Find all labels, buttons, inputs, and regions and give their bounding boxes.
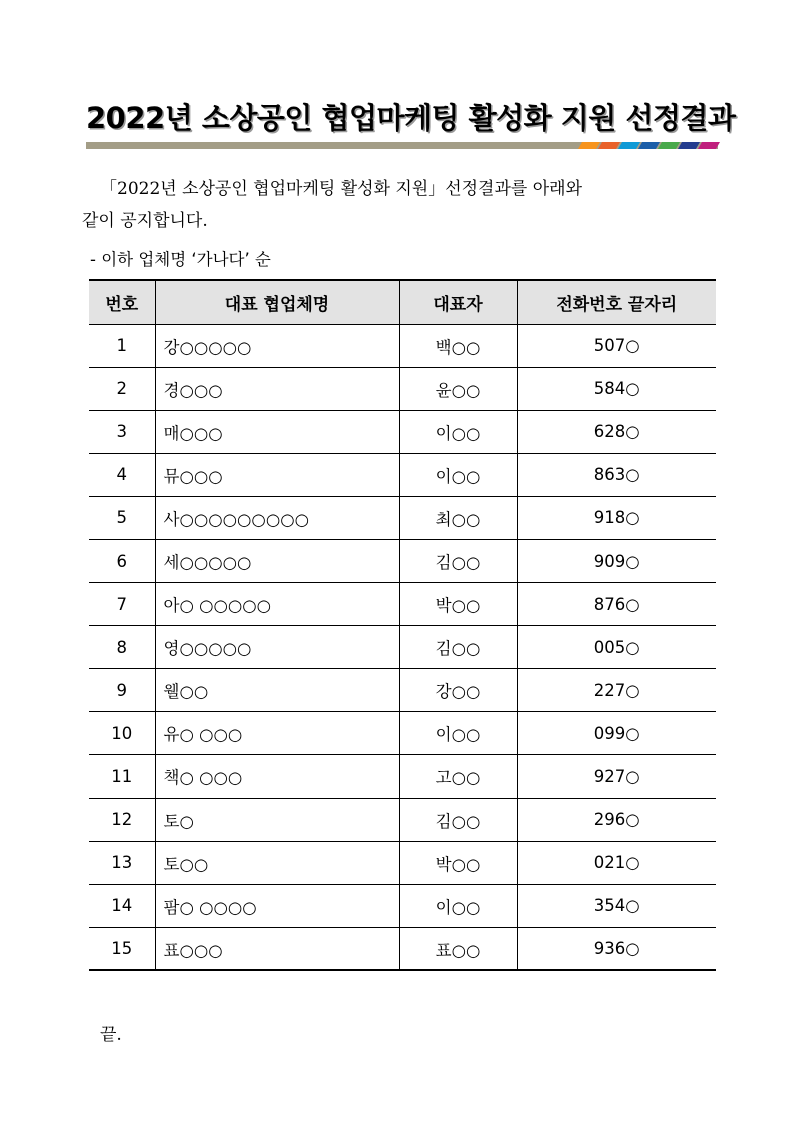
- cell-representative: 이○○: [399, 884, 517, 927]
- cell-number: 14: [89, 884, 155, 927]
- header-representative: 대표자: [399, 280, 517, 324]
- cell-company: 웰○○: [155, 669, 399, 712]
- table-row: [89, 453, 716, 496]
- cell-number: 3: [89, 410, 155, 453]
- table-row: [89, 927, 716, 970]
- table-header-row: [89, 280, 716, 324]
- cell-number: 15: [89, 927, 155, 970]
- cell-phone-suffix: 021○: [517, 841, 716, 884]
- selection-results-table: [89, 279, 716, 971]
- title-underline: [86, 142, 718, 149]
- cell-phone-suffix: 936○: [517, 927, 716, 970]
- cell-company: 매○○○: [155, 410, 399, 453]
- accent-stripe: [698, 142, 720, 149]
- table-row: [89, 410, 716, 453]
- accent-stripe: [678, 142, 700, 149]
- page-title: 2022년 소상공인 협업마케팅 활성화 지원 선정결과: [86, 101, 736, 135]
- cell-number: 2: [89, 367, 155, 410]
- cell-number: 9: [89, 669, 155, 712]
- cell-number: 1: [89, 324, 155, 367]
- header-number: 번호: [89, 280, 155, 324]
- cell-company: 강○○○○○: [155, 324, 399, 367]
- sort-note: - 이하 업체명 ‘가나다’ 순: [90, 250, 271, 269]
- header-company: 대표 협업체명: [155, 280, 399, 324]
- accent-stripe: [598, 142, 620, 149]
- header-phone-suffix: 전화번호 끝자리: [517, 280, 716, 324]
- end-mark: 끝.: [100, 1025, 122, 1045]
- intro-line-1: 「2022년 소상공인 협업마케팅 활성화 지원」선정결과를 아래와: [100, 179, 582, 199]
- cell-representative: 이○○: [399, 712, 517, 755]
- cell-company: 아○ ○○○○○: [155, 583, 399, 626]
- cell-phone-suffix: 909○: [517, 539, 716, 582]
- cell-company: 뮤○○○: [155, 453, 399, 496]
- cell-company: 경○○○: [155, 367, 399, 410]
- cell-company: 팜○ ○○○○: [155, 884, 399, 927]
- cell-representative: 표○○: [399, 927, 517, 970]
- cell-representative: 강○○: [399, 669, 517, 712]
- cell-phone-suffix: 227○: [517, 669, 716, 712]
- cell-number: 5: [89, 496, 155, 539]
- accent-stripe: [618, 142, 640, 149]
- cell-company: 유○ ○○○: [155, 712, 399, 755]
- table-row: [89, 367, 716, 410]
- cell-representative: 박○○: [399, 583, 517, 626]
- cell-representative: 이○○: [399, 410, 517, 453]
- cell-representative: 김○○: [399, 626, 517, 669]
- table-row: [89, 669, 716, 712]
- cell-number: 13: [89, 841, 155, 884]
- table-row: [89, 884, 716, 927]
- table-row: [89, 712, 716, 755]
- accent-stripes: [578, 142, 718, 149]
- cell-phone-suffix: 876○: [517, 583, 716, 626]
- cell-company: 표○○○: [155, 927, 399, 970]
- cell-representative: 박○○: [399, 841, 517, 884]
- cell-phone-suffix: 099○: [517, 712, 716, 755]
- cell-phone-suffix: 918○: [517, 496, 716, 539]
- cell-phone-suffix: 354○: [517, 884, 716, 927]
- cell-number: 8: [89, 626, 155, 669]
- cell-company: 사○○○○○○○○○: [155, 496, 399, 539]
- intro-line-2: 같이 공지합니다.: [82, 211, 208, 231]
- table-row: [89, 626, 716, 669]
- table-row: [89, 841, 716, 884]
- cell-number: 4: [89, 453, 155, 496]
- cell-phone-suffix: 005○: [517, 626, 716, 669]
- table-row: [89, 496, 716, 539]
- cell-phone-suffix: 584○: [517, 367, 716, 410]
- cell-representative: 김○○: [399, 798, 517, 841]
- table-row: [89, 324, 716, 367]
- cell-representative: 이○○: [399, 453, 517, 496]
- cell-phone-suffix: 628○: [517, 410, 716, 453]
- cell-phone-suffix: 507○: [517, 324, 716, 367]
- cell-phone-suffix: 863○: [517, 453, 716, 496]
- cell-number: 12: [89, 798, 155, 841]
- cell-company: 책○ ○○○: [155, 755, 399, 798]
- cell-representative: 백○○: [399, 324, 517, 367]
- cell-number: 6: [89, 539, 155, 582]
- accent-stripe: [658, 142, 680, 149]
- cell-number: 11: [89, 755, 155, 798]
- cell-representative: 최○○: [399, 496, 517, 539]
- intro-paragraph: [82, 173, 722, 237]
- cell-company: 토○: [155, 798, 399, 841]
- cell-phone-suffix: 296○: [517, 798, 716, 841]
- table-row: [89, 583, 716, 626]
- table-row: [89, 539, 716, 582]
- cell-representative: 김○○: [399, 539, 517, 582]
- cell-company: 토○○: [155, 841, 399, 884]
- cell-representative: 고○○: [399, 755, 517, 798]
- cell-number: 10: [89, 712, 155, 755]
- cell-representative: 윤○○: [399, 367, 517, 410]
- table-row: [89, 755, 716, 798]
- cell-company: 세○○○○○: [155, 539, 399, 582]
- table-row: [89, 798, 716, 841]
- accent-stripe: [638, 142, 660, 149]
- cell-phone-suffix: 927○: [517, 755, 716, 798]
- cell-number: 7: [89, 583, 155, 626]
- accent-stripe: [578, 142, 600, 149]
- cell-company: 영○○○○○: [155, 626, 399, 669]
